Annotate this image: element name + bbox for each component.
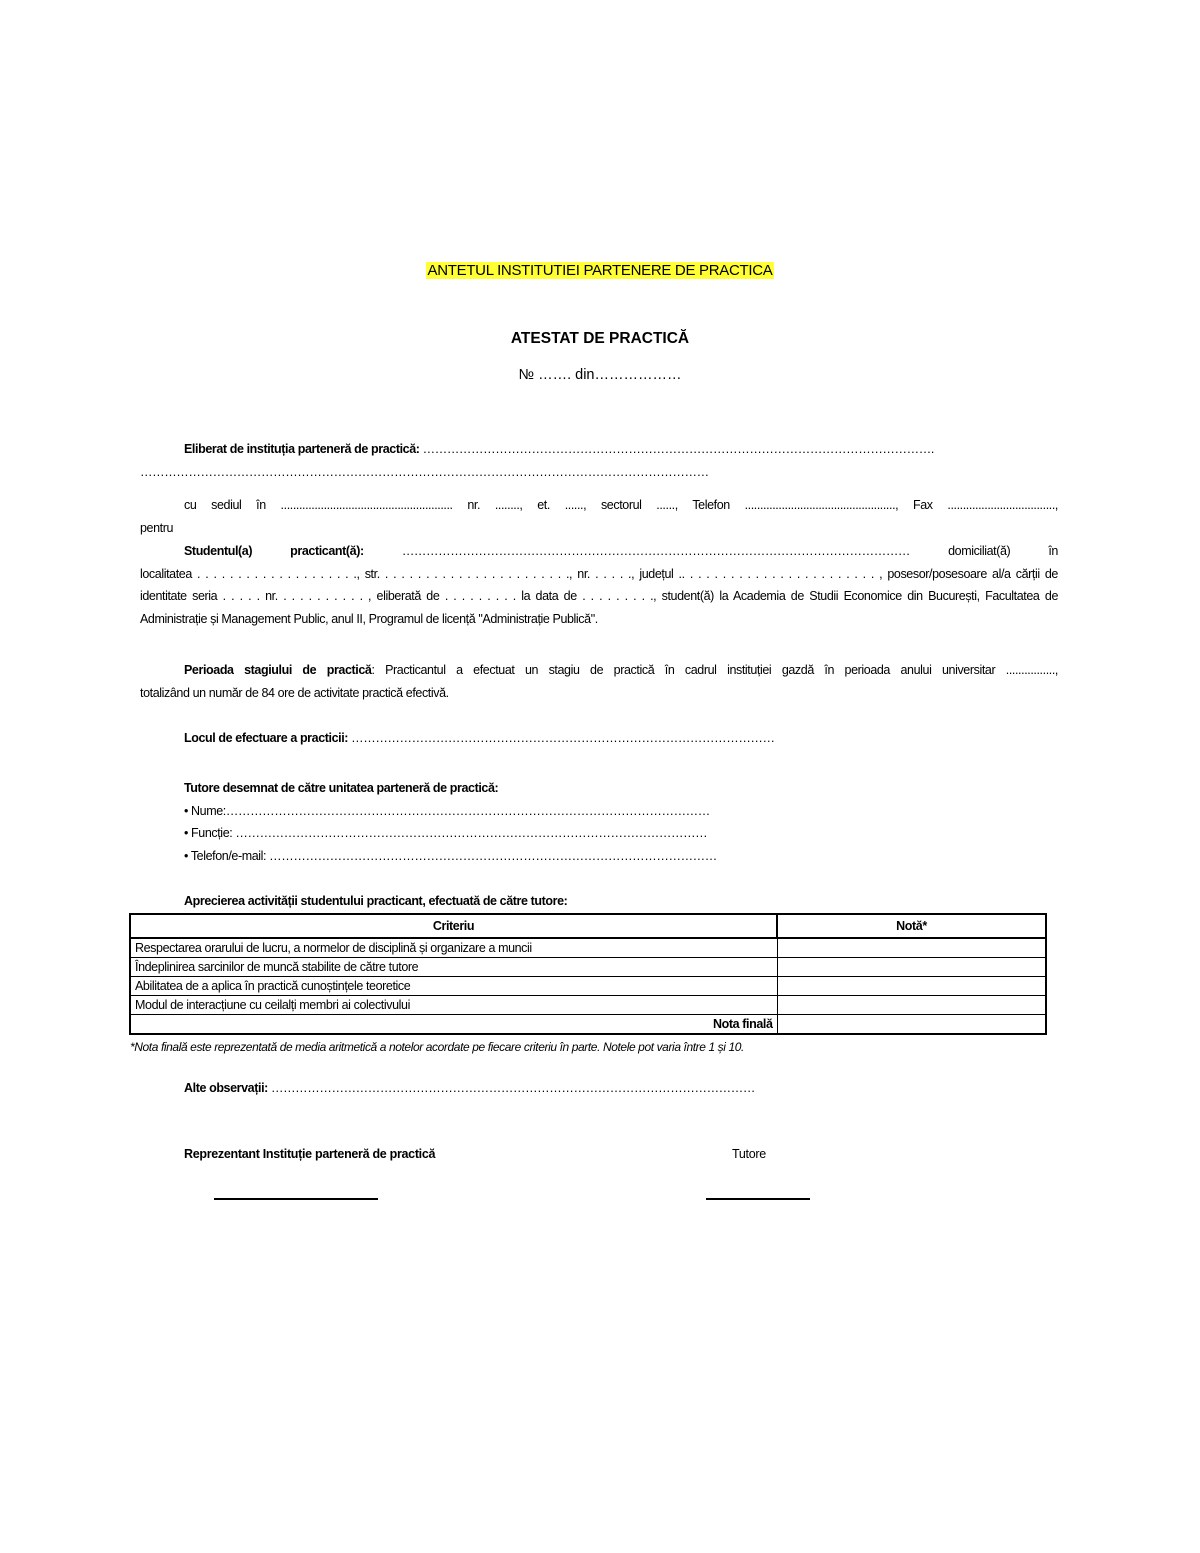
student-line-4: Administrație și Management Public, anul II, Programul de licență "Administrație Publică". bbox=[140, 611, 598, 626]
location-label: Locul de efectuare a practicii: bbox=[184, 731, 349, 745]
evaluation-heading-wrap bbox=[140, 890, 1058, 913]
location-section bbox=[140, 727, 1058, 750]
student-name-dots: ……………………………………………………………………………………………………………… bbox=[401, 544, 911, 558]
institution-header-placeholder bbox=[0, 262, 1200, 280]
grade-footnote: *Nota finală este reprezentată de media aritmetică a notelor acordate pe fiecare criteriu în parte. Notele pot varia între 1 și 10. bbox=[130, 1040, 744, 1054]
domicile-label: domiciliat(ă) bbox=[948, 544, 1011, 558]
evaluation-table bbox=[129, 913, 1047, 1035]
signature-representative-label: Reprezentant Instituție parteneră de practică bbox=[184, 1147, 436, 1161]
tutor-function-line: • Funcție: ……………………………………………………………………………………………………… bbox=[184, 826, 708, 840]
criterion-cell: Respectarea orarului de lucru, a normelor de disciplină și organizare a muncii bbox=[130, 938, 777, 958]
student-line-2: localitatea . . . . . . . . . . . . . . . . . . . ., str. . . . . . . . . . . . . . . . . . . . . . . ., nr. . . . . ., județul .. . . . . . . . . . . . . . . . . . . . . . . . , posesor/posesoare al/a cărții de bbox=[140, 566, 1058, 581]
column-header-criteriu: Criteriu bbox=[130, 914, 777, 938]
evaluation-heading: Aprecierea activității studentului practicant, efectuată de către tutore: bbox=[184, 894, 568, 908]
column-header-nota: Notă* bbox=[777, 914, 1046, 938]
document-number-line: № ……. din……………… bbox=[518, 367, 682, 383]
period-label: Perioada stagiului de practică bbox=[184, 663, 372, 677]
observations-section bbox=[140, 1077, 1058, 1100]
observations-label: Alte observații: bbox=[184, 1081, 268, 1095]
issued-by-section bbox=[140, 438, 1058, 483]
grade-cell[interactable] bbox=[777, 977, 1046, 996]
observations-dots: ………………………………………………………………………………………………………… bbox=[267, 1081, 755, 1095]
tutor-section bbox=[140, 777, 1058, 867]
signature-line-representative bbox=[214, 1198, 378, 1200]
grade-cell[interactable] bbox=[777, 938, 1046, 958]
tutor-contact-line: • Telefon/e-mail: ………………………………………………………………………………………………… bbox=[184, 848, 717, 863]
issued-by-dots: ………………………………………………………………………………………………………………. bbox=[422, 442, 934, 456]
table-row bbox=[130, 996, 1046, 1015]
issued-by-dots-continued: …………………………………………………………………………………………………………………………… bbox=[140, 464, 709, 479]
domicile-in: în bbox=[1048, 544, 1058, 558]
issued-by-label: Eliberat de instituția parteneră de practică: bbox=[184, 442, 420, 456]
criterion-cell: Îndeplinirea sarcinilor de muncă stabilite de către tutore bbox=[130, 958, 777, 977]
document-title: ATESTAT DE PRACTICĂ bbox=[510, 330, 690, 347]
student-section bbox=[140, 540, 1058, 630]
grade-cell[interactable] bbox=[777, 996, 1046, 1015]
practicant-label: practicant(ă): bbox=[290, 544, 364, 558]
student-line-3: identitate seria . . . . . nr. . . . . . . . . . . , eliberată de . . . . . . . . . la data de . . . . . . . . ., student(ă) la Academia de Studii Economice din București, Facultatea de bbox=[140, 589, 1058, 603]
criterion-cell: Abilitatea de a aplica în practică cunoștințele teoretice bbox=[130, 977, 777, 996]
criterion-cell: Modul de interacțiune cu ceilalți membri ai colectivului bbox=[130, 996, 777, 1015]
period-section bbox=[140, 659, 1058, 704]
student-label: Studentul(a) bbox=[184, 544, 253, 558]
period-line-2: totalizând un număr de 84 ore de activitate practică efectivă. bbox=[140, 685, 449, 700]
final-grade-row bbox=[130, 1015, 1046, 1035]
table-row bbox=[130, 938, 1046, 958]
student-line bbox=[140, 540, 1058, 563]
address-line: cu sediul în ........................................................ nr. ........, et. ......, sectorul ......, Telefon ................................................., Fax ..................................., bbox=[184, 498, 1058, 512]
final-grade-label: Nota finală bbox=[130, 1015, 777, 1035]
grade-cell[interactable] bbox=[777, 958, 1046, 977]
period-text: : Practicantul a efectuat un stagiu de practică în cadrul instituției gazdă în perioada anului universitar ................, bbox=[371, 663, 1058, 677]
table-row bbox=[130, 958, 1046, 977]
period-line bbox=[140, 659, 1058, 682]
signature-tutor-label: Tutore bbox=[732, 1147, 766, 1161]
address-section bbox=[140, 494, 1058, 539]
tutor-name-line: • Nume:………………………………………………………………………………………………………… bbox=[184, 803, 710, 818]
address-pentru: pentru bbox=[140, 520, 174, 535]
final-grade-cell[interactable] bbox=[777, 1015, 1046, 1035]
location-dots: …………………………………………………………………………………………… bbox=[348, 731, 775, 745]
table-row bbox=[130, 977, 1046, 996]
tutor-heading: Tutore desemnat de către unitatea parteneră de practică: bbox=[184, 781, 499, 795]
table-header-row bbox=[130, 914, 1046, 938]
header-placeholder-text: ANTETUL INSTITUTIEI PARTENERE DE PRACTICA bbox=[427, 262, 773, 279]
signature-line-tutor bbox=[706, 1198, 810, 1200]
